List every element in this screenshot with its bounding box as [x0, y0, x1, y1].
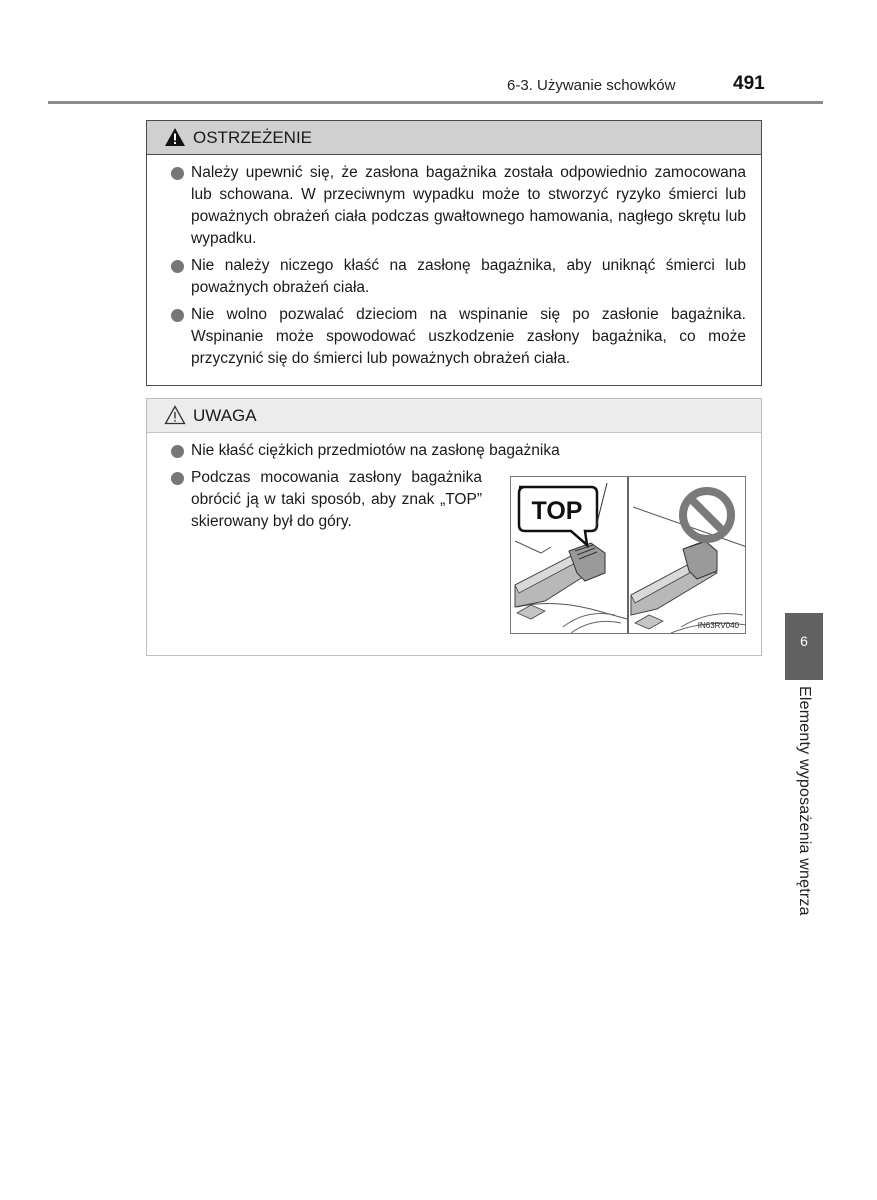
bullet-dot-icon: [171, 167, 184, 180]
caution-triangle-outline-icon: [164, 405, 186, 425]
warning-item: [147, 162, 761, 250]
bullet-dot-icon: [171, 260, 184, 273]
caution-item-text: Nie kłaść ciężkich przedmiotów na zasłonę bagażnika: [191, 442, 560, 459]
page-number: 491: [733, 73, 765, 94]
chapter-title: Elementy wyposażenia wnętrza: [796, 686, 813, 916]
bullet-dot-icon: [171, 309, 184, 322]
caution-header: [147, 399, 761, 433]
warning-header: [147, 121, 761, 155]
caution-box: [146, 398, 762, 656]
caution-item: [147, 440, 761, 462]
chapter-number: 6: [800, 633, 808, 649]
bullet-dot-icon: [171, 472, 184, 485]
top-callout-label: TOP: [531, 497, 583, 525]
warning-title: OSTRZEŻENIE: [193, 128, 313, 147]
illustration-code: IN63RV040: [697, 621, 739, 630]
bullet-dot-icon: [171, 445, 184, 458]
warning-item-text: Należy upewnić się, że zasłona bagażnika została odpowiednio zamocowana lub schowana. W przeciwnym wypadku może to stworzyć ryzyko śmierci lub poważnych obrażeń ciała podczas gwałtownego hamowania, nagłego skrętu lub wypadku.: [191, 164, 746, 247]
caution-item: [147, 467, 497, 533]
section-title: 6-3. Używanie schowków: [507, 77, 676, 94]
chapter-tab: [785, 613, 823, 680]
warning-item-text: Nie należy niczego kłaść na zasłonę bagażnika, aby uniknąć śmierci lub poważnych obrażeń ciała.: [191, 257, 746, 296]
warning-box: [146, 120, 762, 386]
cover-mounting-drawing: [511, 477, 746, 634]
cover-orientation-illustration: [510, 476, 746, 634]
warning-item: [147, 304, 761, 370]
warning-list: [147, 162, 761, 375]
header-divider: [48, 101, 823, 104]
prohibited-icon: [683, 491, 731, 539]
warning-item: [147, 255, 761, 299]
caution-title: UWAGA: [193, 406, 257, 425]
warning-triangle-icon: [164, 127, 186, 147]
warning-item-text: Nie wolno pozwalać dzieciom na wspinanie się po zasłonie bagażnika. Wspinanie może spowodować uszkodzenie zasłony bagażnika, co może przyczynić się do śmierci lub poważnych obrażeń ciała.: [191, 306, 746, 367]
caution-item-text: Podczas mocowania zasłony bagażnika obrócić ją w taki sposób, aby znak „TOP” skierowany był do góry.: [191, 469, 482, 530]
